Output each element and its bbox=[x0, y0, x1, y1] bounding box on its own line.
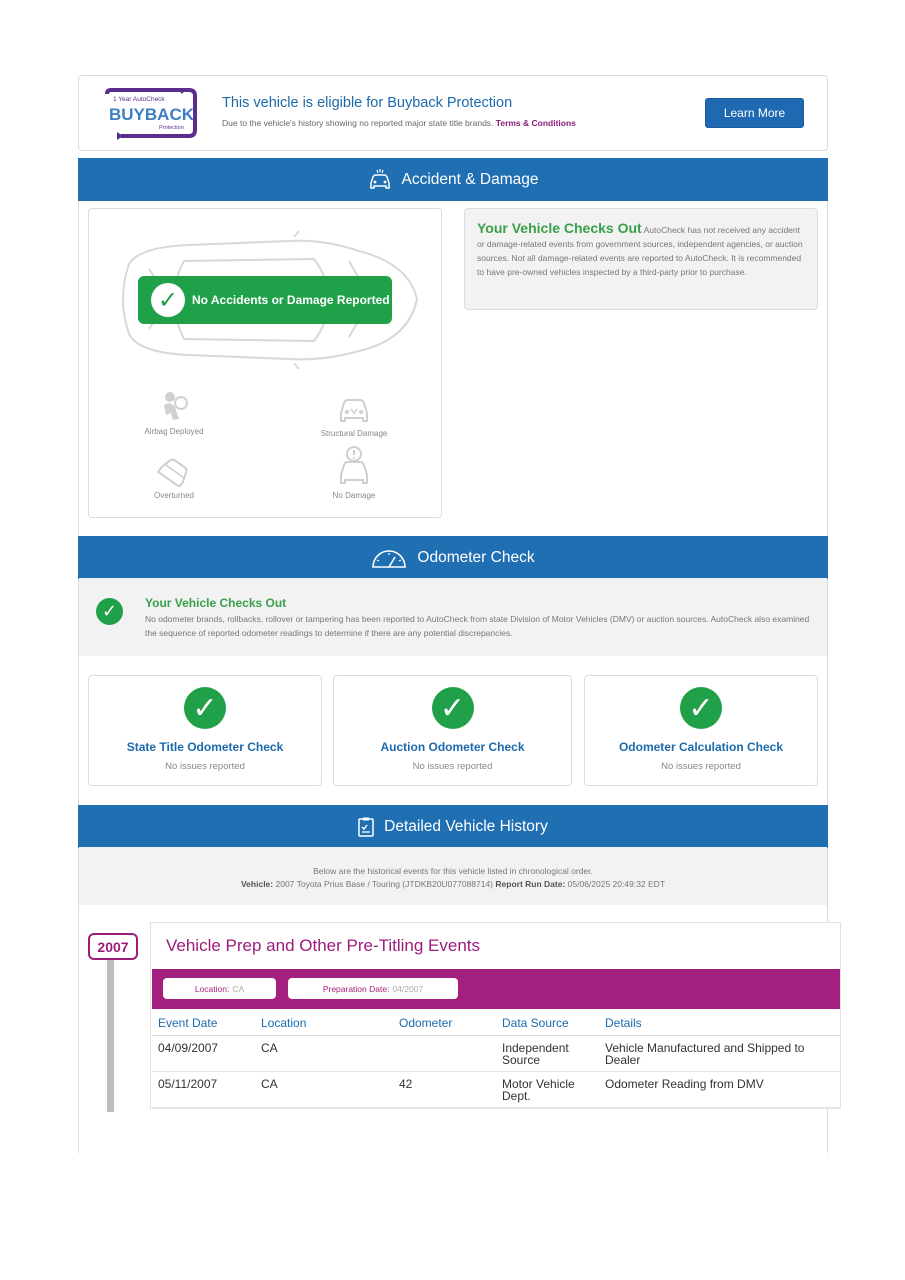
damage-diagram-panel bbox=[88, 208, 442, 518]
buyback-title: This vehicle is eligible for Buyback Protection bbox=[222, 95, 513, 111]
events-table bbox=[152, 1011, 840, 1108]
checkmark-icon: ✓ bbox=[96, 598, 123, 625]
card-title: State Title Odometer Check bbox=[126, 740, 284, 754]
card-status: No issues reported bbox=[412, 761, 493, 772]
prep-date-value: 04/2007 bbox=[392, 983, 424, 994]
overturned-car-icon bbox=[157, 457, 191, 487]
location-label: Location: bbox=[194, 983, 230, 994]
checkmark-icon: ✓ bbox=[432, 687, 474, 729]
card-status: No issues reported bbox=[661, 761, 741, 772]
accident-section-header bbox=[78, 158, 828, 201]
no-accidents-badge bbox=[138, 276, 392, 324]
odometer-checks-text: No odometer brands, rollbacks, rollover or tampering has been reported to AutoCheck from state Division of Motor Vehicles (DMV) or auction sources. AutoCheck also examined the sequence of reported odometer readings to determine if there are any potential discrepancies. bbox=[145, 614, 810, 638]
column-header: Event Date bbox=[152, 1011, 255, 1035]
vehicle-label: Vehicle: bbox=[240, 879, 274, 889]
speedometer-icon bbox=[371, 548, 407, 568]
odometer-checks-title: Your Vehicle Checks Out bbox=[145, 596, 287, 610]
prep-date-label: Preparation Date: bbox=[322, 983, 390, 994]
car-damage-icon bbox=[368, 169, 392, 191]
cell-location: CA bbox=[255, 1035, 393, 1071]
cell-location: CA bbox=[255, 1071, 393, 1107]
vehicle-value: 2007 Toyota Prius Base / Touring (JTDKB20U077088714) bbox=[275, 879, 494, 889]
buyback-banner bbox=[78, 75, 828, 151]
checkmark-icon: ✓ bbox=[680, 687, 722, 729]
no-accidents-text: No Accidents or Damage Reported bbox=[192, 293, 390, 307]
damage-item-overturned bbox=[134, 457, 214, 500]
damage-item-label: No Damage bbox=[332, 491, 376, 500]
airbag-icon bbox=[159, 389, 189, 423]
history-intro-text: Below are the historical events for this vehicle listed in chronological order. bbox=[313, 866, 593, 876]
cell-data-source: Independent Source bbox=[496, 1035, 599, 1071]
cell-details: Odometer Reading from DMV bbox=[599, 1071, 840, 1107]
column-header: Details bbox=[599, 1011, 840, 1035]
cell-event-date: 04/09/2007 bbox=[152, 1035, 255, 1071]
logo-main: BUYBACK bbox=[109, 105, 194, 124]
history-section-title: Detailed Vehicle History bbox=[384, 817, 548, 835]
timeline-bar bbox=[107, 960, 114, 1112]
odometer-card-auction bbox=[333, 675, 572, 786]
odometer-card-state-title bbox=[88, 675, 322, 786]
checkmark-icon: ✓ bbox=[151, 283, 185, 317]
cell-data-source: Motor Vehicle Dept. bbox=[496, 1071, 599, 1107]
vehicle-info-line bbox=[79, 878, 827, 891]
year-badge: 2007 bbox=[88, 933, 138, 960]
cell-odometer bbox=[393, 1035, 496, 1071]
learn-more-button[interactable]: Learn More bbox=[705, 98, 804, 128]
damage-item-no-damage bbox=[314, 445, 394, 500]
damage-item-label: Structural Damage bbox=[320, 429, 388, 438]
checks-out-text: AutoCheck has not received any accident or damage-related events from government sources, independent agencies, or auction sources. Not all damage-related events are reported to AutoCheck. It is recommended to have pre-owned vehicles inspected by a third-party prior to purchase. bbox=[477, 225, 803, 277]
buyback-subtitle-text: Due to the vehicle's history showing no reported major state title brands. bbox=[222, 118, 494, 128]
cell-details: Vehicle Manufactured and Shipped to Dealer bbox=[599, 1035, 840, 1071]
run-date-value: 05/06/2025 20:49:32 EDT bbox=[567, 879, 666, 889]
logo-line1: 1 Year AutoCheck bbox=[113, 96, 165, 103]
prep-date-pill bbox=[288, 978, 458, 999]
location-pill bbox=[163, 978, 276, 999]
car-front-icon bbox=[337, 395, 371, 425]
table-header-row bbox=[152, 1011, 840, 1035]
location-value: CA bbox=[232, 983, 245, 994]
checks-out-title: Your Vehicle Checks Out bbox=[477, 220, 642, 236]
cell-odometer: 42 bbox=[393, 1071, 496, 1107]
checkmark-icon: ✓ bbox=[184, 687, 226, 729]
history-event-card bbox=[150, 922, 841, 1109]
odometer-section-header bbox=[78, 536, 828, 579]
table-row bbox=[152, 1035, 840, 1071]
accident-section-title: Accident & Damage bbox=[401, 170, 539, 188]
buyback-logo bbox=[101, 86, 199, 140]
card-title: Auction Odometer Check bbox=[380, 740, 525, 754]
odometer-card-calculation bbox=[584, 675, 818, 786]
damage-item-label: Airbag Deployed bbox=[144, 427, 204, 436]
damage-item-airbag bbox=[134, 389, 214, 436]
column-header: Data Source bbox=[496, 1011, 599, 1035]
history-section-header bbox=[78, 805, 828, 848]
terms-link[interactable]: Terms & Conditions bbox=[495, 118, 576, 128]
history-intro bbox=[79, 847, 827, 905]
odometer-section-title: Odometer Check bbox=[417, 548, 535, 566]
event-title: Vehicle Prep and Other Pre-Titling Events bbox=[166, 936, 481, 955]
buyback-subtitle bbox=[222, 118, 576, 128]
checklist-icon bbox=[358, 817, 374, 837]
damage-item-structural bbox=[314, 395, 394, 438]
column-header: Location bbox=[255, 1011, 393, 1035]
run-date-label: Report Run Date: bbox=[495, 879, 566, 889]
cell-event-date: 05/11/2007 bbox=[152, 1071, 255, 1107]
accident-checks-out-box bbox=[464, 208, 818, 310]
logo-line3: Protection bbox=[159, 125, 184, 131]
car-warning-icon bbox=[337, 445, 371, 487]
table-row bbox=[152, 1071, 840, 1107]
event-meta-bar bbox=[152, 969, 840, 1009]
column-header: Odometer bbox=[393, 1011, 496, 1035]
card-status: No issues reported bbox=[165, 761, 245, 772]
odometer-summary bbox=[79, 578, 827, 656]
damage-item-label: Overturned bbox=[153, 491, 195, 500]
card-title: Odometer Calculation Check bbox=[618, 740, 784, 754]
